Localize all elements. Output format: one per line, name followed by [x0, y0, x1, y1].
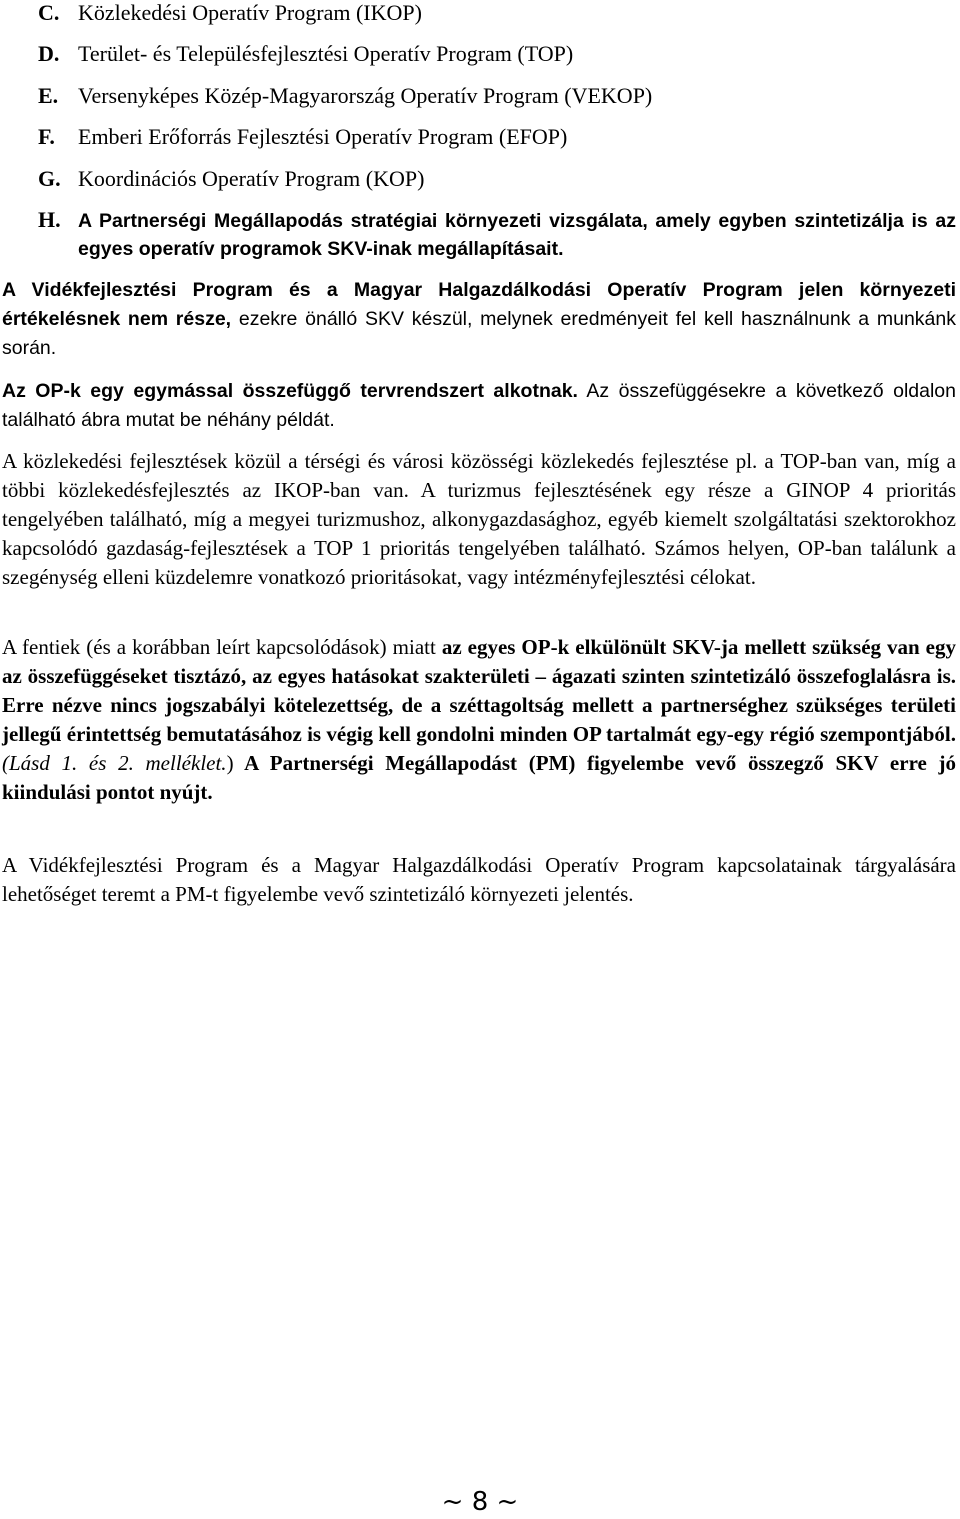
paragraph-bold-text: A Vidékfejlesztési Program és a Magyar Halgazdálkodási Operatív Program jelen környezeti értékelésnek nem része, [2, 279, 956, 330]
paragraph-vp-mahop [2, 276, 956, 363]
paragraph-op-system [2, 377, 956, 435]
paragraph-bold-text: A Partnerségi Megállapodást (PM) figyelembe vevő összegző SKV erre jó kiindulási pontot nyújt. [2, 751, 956, 804]
list-marker: G. [38, 166, 61, 191]
paragraph-text: A fentiek (és a korábban leírt kapcsolódások) miatt [2, 635, 442, 659]
list-marker: H. [38, 207, 61, 232]
paragraph-text: ezekre önálló SKV készül, melynek eredményeit fel kell használnunk a munkánk során. [2, 308, 956, 359]
annex-reference: (Lásd 1. és 2. melléklet. [2, 751, 227, 775]
list-marker: F. [38, 124, 55, 149]
paragraph-text: A közlekedési fejlesztések közül a térségi és városi közösségi közlekedés fejlesztése pl. a TOP-ban van, míg a többi közlekedésfejlesztés az IKOP-ban van. A turizmus fejlesztésének egy része a GINOP 4 prioritás tengelyében található, míg a megyei turizmushoz, alkonygazdasághoz, egyéb kiemelt szolgáltatási szektorokhoz kapcsolódó gazdaság-fejlesztések a TOP 1 prioritás tengelyében található. Számos helyen, OP-ban találunk a szegénység elleni küzdelemre vonatkozó prioritásokat, vagy intézményfejlesztési célokat. [2, 449, 956, 589]
paragraph-text: ) [226, 751, 234, 775]
list-item-text: Közlekedési Operatív Program (IKOP) [78, 0, 422, 25]
list-marker: D. [38, 41, 60, 66]
list-item-text: Versenyképes Közép-Magyarország Operatív Program (VEKOP) [78, 83, 653, 108]
paragraph-transport-tourism [2, 447, 956, 592]
list-item-text: A Partnerségi Megállapodás stratégiai környezeti vizsgálata, amely egyben szintetizálja is az egyes operatív programok SKV-inak megállapításait. [78, 210, 956, 260]
paragraph-pm-report [2, 851, 956, 909]
list-item-text: Terület- és Településfejlesztési Operatív Program (TOP) [78, 41, 574, 66]
list-marker: E. [38, 83, 59, 108]
paragraph-bold-text: az egyes OP-k elkülönült SKV-ja mellett szükség van egy az összefüggéseket tisztázó, az egyes hatásokat szakterületi – ágazati szinten szintetizáló összefoglalásra is. Erre nézve nincs jogszabályi kötelezettség, de a széttagoltság mellett a partnerséghez szükséges területi jellegű érintettség bemutatásához is végig kell gondolni minden OP tartalmát egy-egy régió szempontjából. [2, 635, 956, 746]
paragraph-skv-synthesis [2, 633, 956, 807]
page-number: ~ 8 ~ [441, 1487, 519, 1517]
paragraph-text: A Vidékfejlesztési Program és a Magyar Halgazdálkodási Operatív Program kapcsolatainak tárgyalására lehetőséget teremt a PM-t figyelembe vevő szintetizáló környezeti jelentés. [2, 853, 956, 906]
paragraph-text: Az összefüggésekre a következő oldalon található ábra mutat be néhány példát. [2, 380, 956, 431]
list-item-text: Emberi Erőforrás Fejlesztési Operatív Program (EFOP) [78, 124, 568, 149]
list-item-text: Koordinációs Operatív Program (KOP) [78, 166, 425, 191]
paragraph-bold-text: Az OP-k egy egymással összefüggő tervrendszert alkotnak. [2, 380, 578, 402]
list-marker: C. [38, 0, 60, 25]
